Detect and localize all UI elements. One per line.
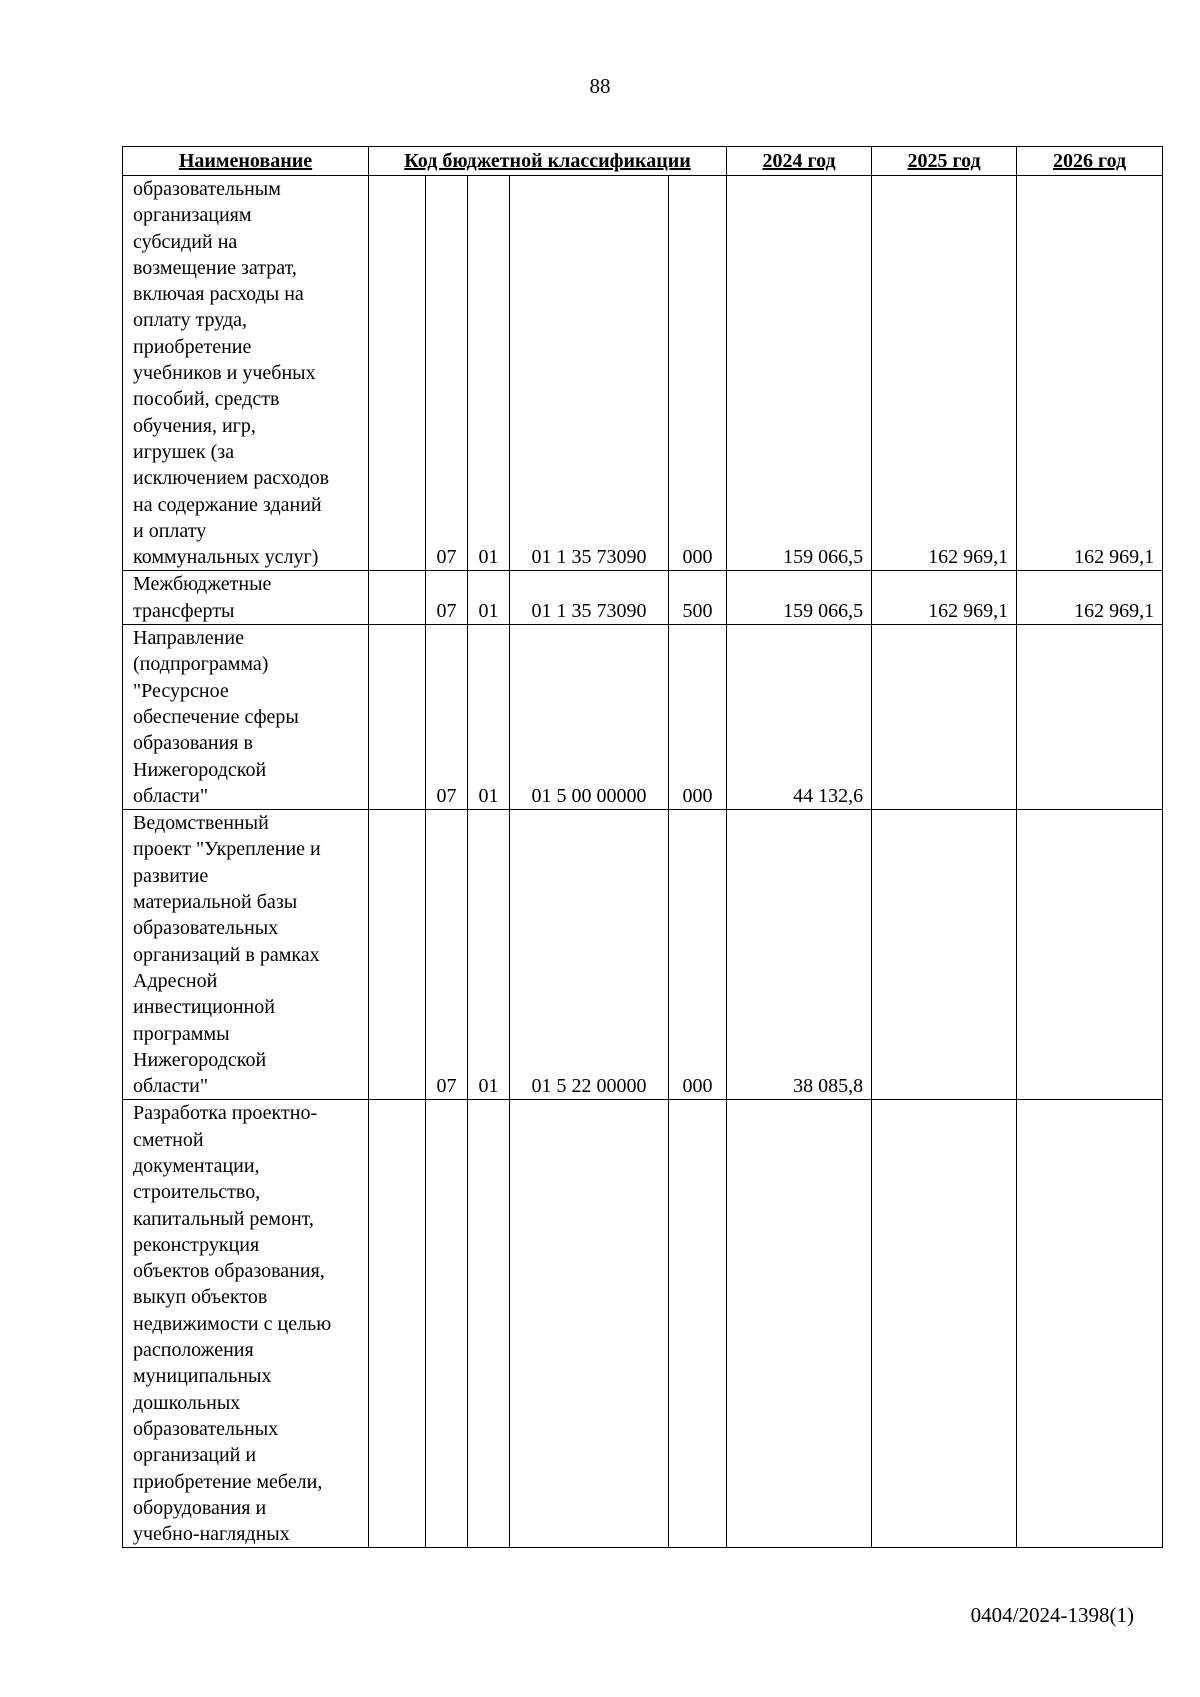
code-expense-type: 000 (669, 810, 727, 1100)
document-registration-number: 0404/2024-1398(1) (970, 1603, 1134, 1627)
table-row (123, 625, 1163, 810)
value-2024 (727, 1100, 872, 1548)
code-target-article: 01 5 22 00000 (510, 810, 669, 1100)
value-2026 (1017, 1100, 1163, 1548)
row-name: образовательным организациям субсидий на возмещение затрат, включая расходы на оплату труда, приобретение учебников и учебных пособий, средств обучения, игр, игрушек (за исключением расходов на содержание зданий и оплату коммунальных услуг) (123, 176, 369, 571)
value-2026 (1017, 625, 1163, 810)
header-name: Наименование (123, 147, 369, 176)
value-2025 (872, 625, 1017, 810)
code-blank (369, 176, 426, 571)
table-row (123, 1100, 1163, 1548)
code-expense-type: 000 (669, 625, 727, 810)
header-code: Код бюджетной классификации (369, 147, 727, 176)
table-header-row (123, 147, 1163, 176)
code-expense-type: 500 (669, 571, 727, 625)
row-name: Разработка проектно- сметной документации, строительство, капитальный ремонт, реконструкция объектов образования, выкуп объектов недвижимости с целью расположения муниципальных дошкольных образовательных организаций и приобретение мебели, оборудования и учебно-наглядных (123, 1100, 369, 1548)
value-2026 (1017, 810, 1163, 1100)
table-row (123, 176, 1163, 571)
value-2026: 162 969,1 (1017, 176, 1163, 571)
table-row (123, 810, 1163, 1100)
code-section: 07 (426, 625, 468, 810)
value-2025: 162 969,1 (872, 176, 1017, 571)
code-blank (369, 571, 426, 625)
code-expense-type (669, 1100, 727, 1548)
code-subsection: 01 (468, 176, 510, 571)
code-blank (369, 810, 426, 1100)
code-expense-type: 000 (669, 176, 727, 571)
value-2024: 38 085,8 (727, 810, 872, 1100)
value-2025 (872, 810, 1017, 1100)
code-blank (369, 1100, 426, 1548)
table-row (123, 571, 1163, 625)
row-name: Ведомственный проект "Укрепление и развитие материальной базы образовательных организаций в рамках Адресной инвестиционной программы Нижегородской области" (123, 810, 369, 1100)
code-blank (369, 625, 426, 810)
budget-table (122, 146, 1163, 1548)
code-section: 07 (426, 810, 468, 1100)
code-section (426, 1100, 468, 1548)
code-section: 07 (426, 571, 468, 625)
code-subsection: 01 (468, 625, 510, 810)
row-name: Межбюджетные трансферты (123, 571, 369, 625)
page-number: 88 (589, 74, 611, 98)
code-subsection (468, 1100, 510, 1548)
code-section: 07 (426, 176, 468, 571)
value-2025 (872, 1100, 1017, 1548)
header-2026: 2026 год (1017, 147, 1163, 176)
value-2024: 159 066,5 (727, 176, 872, 571)
value-2024: 159 066,5 (727, 571, 872, 625)
code-target-article: 01 1 35 73090 (510, 176, 669, 571)
code-target-article: 01 5 00 00000 (510, 625, 669, 810)
code-target-article (510, 1100, 669, 1548)
value-2026: 162 969,1 (1017, 571, 1163, 625)
code-subsection: 01 (468, 810, 510, 1100)
code-target-article: 01 1 35 73090 (510, 571, 669, 625)
value-2024: 44 132,6 (727, 625, 872, 810)
header-2024: 2024 год (727, 147, 872, 176)
code-subsection: 01 (468, 571, 510, 625)
header-2025: 2025 год (872, 147, 1017, 176)
row-name: Направление (подпрограмма) "Ресурсное обеспечение сферы образования в Нижегородской области" (123, 625, 369, 810)
value-2025: 162 969,1 (872, 571, 1017, 625)
